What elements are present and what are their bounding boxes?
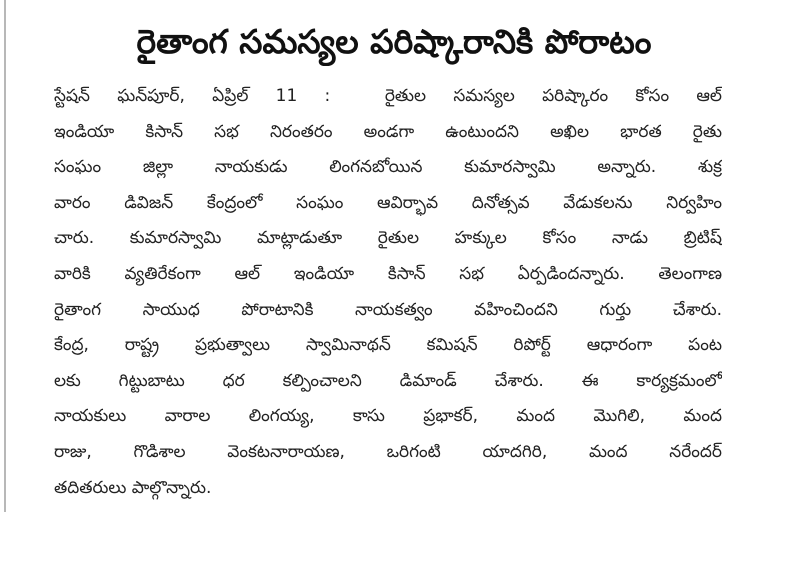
body-line-11: రాజు, గొడిశాల వెంకటనారాయణ, ఒరిగంటి యాదగిరి, మంద నరేందర్: [54, 441, 722, 462]
body-line-1-text: రైతుల సమస్యల పరిష్కారం కోసం ఆల్: [384, 86, 722, 106]
body-line-8: కేంద్ర, రాష్ట్ర ప్రభుత్వాలు స్వామినాథన్ కమిషన్ రిపోర్ట్ ఆధారంగా పంట: [54, 335, 722, 356]
body-line-4: వారం డివిజన్ కేంద్రంలో సంఘం ఆవిర్భావ దినోత్సవ వేడుకలను నిర్వహిం: [54, 192, 722, 213]
body-line-10: నాయకులు వారాల లింగయ్య, కాసు ప్రభాకర్, మంద మొగిలి, మంద: [54, 406, 722, 427]
body-line-6: వారికి వ్యతిరేకంగా ఆల్ ఇండియా కిసాన్ సభ ఏర్పడిందన్నారు. తెలంగాణ: [54, 263, 722, 284]
body-line-1: [54, 79, 722, 115]
body-line-5: చారు. కుమారస్వామి మాట్లాడుతూ రైతుల హక్కుల కోసం నాడు బ్రిటిష్: [54, 228, 722, 249]
body-line-3: సంఘం జిల్లా నాయకుడు లింగనబోయిన కుమారస్వామి అన్నారు. శుక్ర: [54, 157, 722, 178]
body-line-2: ఇండియా కిసాన్ సభ నిరంతరం అండగా ఉంటుందని అఖిల భారత రైతు: [54, 121, 722, 142]
body-line-12: తదితరులు పాల్గొన్నారు.: [54, 477, 212, 498]
body-line-9: లకు గిట్టుబాటు ధర కల్పించాలని డిమాండ్ చేశారు. ఈ కార్యక్రమంలో: [54, 370, 722, 391]
article-dateline: స్టేషన్ ఘన్‌పూర్, ఏప్రిల్ 11 :: [54, 86, 331, 106]
column-divider: [4, 0, 6, 512]
article-headline: రైతాంగ సమస్యల పరిష్కారానికి పోరాటం: [136, 22, 652, 61]
article-body: [54, 79, 722, 509]
body-line-7: రైతాంగ సాయుధ పోరాటానికి నాయకత్వం వహించిందని గుర్తు చేశారు.: [54, 299, 722, 320]
